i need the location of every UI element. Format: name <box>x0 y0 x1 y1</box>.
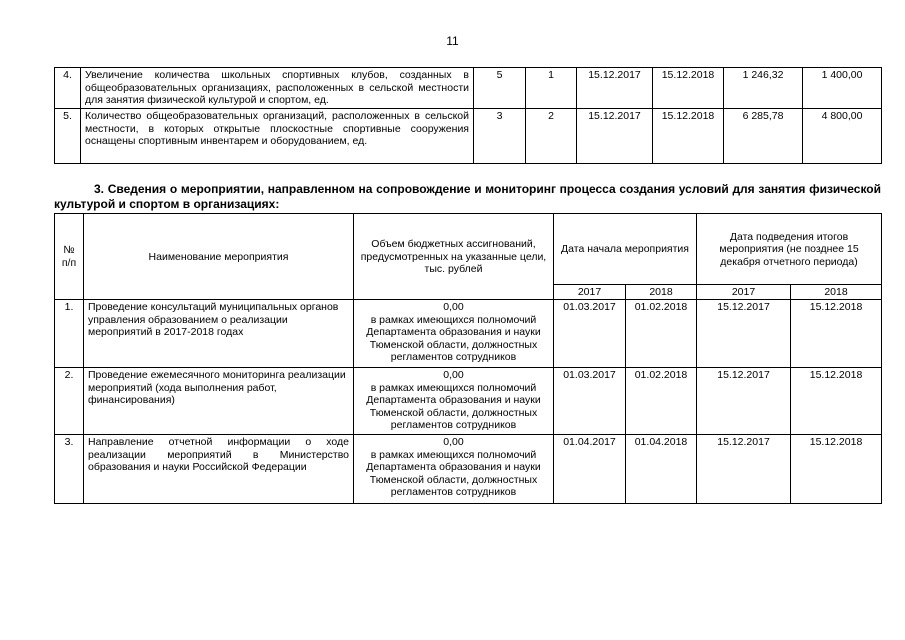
activities-table <box>54 213 882 504</box>
indicator-value: 5 <box>474 68 526 109</box>
row-number: 5. <box>55 109 81 164</box>
activity-name: Проведение ежемесячного мониторинга реализации мероприятий (хода выполнения работ, финансирования) <box>84 368 354 435</box>
amount-cell: 4 800,00 <box>803 109 882 164</box>
date-cell: 15.12.2017 <box>577 68 653 109</box>
indicator-name: Увеличение количества школьных спортивных клубов, созданных в общеобразовательных организациях, расположенных в сельской местности для занятия физической культурой и спортом, ед. <box>81 68 474 109</box>
header-year: 2017 <box>554 285 626 300</box>
date-cell: 15.12.2018 <box>791 368 882 435</box>
date-cell: 01.03.2017 <box>554 300 626 368</box>
budget-amount: 0,00 <box>443 369 464 381</box>
section-heading: 3. Сведения о мероприятии, направленном на сопровождение и мониторинг процесса создания условий для занятия физической культурой и спортом в организациях: <box>54 182 881 211</box>
date-cell: 15.12.2018 <box>653 68 724 109</box>
table-row <box>55 435 882 504</box>
indicator-value: 3 <box>474 109 526 164</box>
row-number: 1. <box>55 300 84 368</box>
date-cell: 15.12.2017 <box>697 368 791 435</box>
budget-note: в рамках имеющихся полномочий Департамента образования и науки Тюменской области, должностных регламентов сотрудников <box>366 448 541 499</box>
date-cell: 15.12.2018 <box>791 435 882 504</box>
header-year: 2018 <box>791 285 882 300</box>
date-cell: 01.03.2017 <box>554 368 626 435</box>
table-row <box>55 68 882 109</box>
date-cell: 01.04.2018 <box>626 435 697 504</box>
budget-amount: 0,00 <box>443 301 464 313</box>
date-cell: 15.12.2017 <box>697 300 791 368</box>
date-cell: 15.12.2017 <box>577 109 653 164</box>
table-row <box>55 368 882 435</box>
indicator-name: Количество общеобразовательных организаций, расположенных в сельской местности, в которых открытые плоскостные спортивные сооружения оснащены спортивным инвентарем и оборудованием, ед. <box>81 109 474 164</box>
date-cell: 15.12.2018 <box>791 300 882 368</box>
header-results-date: Дата подведения итогов мероприятия (не позднее 15 декабря отчетного периода) <box>697 214 882 285</box>
amount-cell: 1 246,32 <box>724 68 803 109</box>
date-cell: 15.12.2017 <box>697 435 791 504</box>
budget-note: в рамках имеющихся полномочий Департамента образования и науки Тюменской области, должностных регламентов сотрудников <box>366 381 541 432</box>
table-row <box>55 109 882 164</box>
table-row <box>55 300 882 368</box>
date-cell: 01.04.2017 <box>554 435 626 504</box>
date-cell: 15.12.2018 <box>653 109 724 164</box>
budget-cell <box>354 300 554 368</box>
indicator-value: 1 <box>526 68 577 109</box>
row-number: 4. <box>55 68 81 109</box>
row-number: 3. <box>55 435 84 504</box>
budget-note: в рамках имеющихся полномочий Департамента образования и науки Тюменской области, должностных регламентов сотрудников <box>366 313 541 364</box>
indicators-table <box>54 67 882 164</box>
table-header-row <box>55 214 882 285</box>
indicator-value: 2 <box>526 109 577 164</box>
date-cell: 01.02.2018 <box>626 368 697 435</box>
date-cell: 01.02.2018 <box>626 300 697 368</box>
amount-cell: 6 285,78 <box>724 109 803 164</box>
header-number: № п/п <box>55 214 84 300</box>
header-start-date: Дата начала мероприятия <box>554 214 697 285</box>
row-number: 2. <box>55 368 84 435</box>
activity-name: Проведение консультаций муниципальных органов управления образованием о реализации мероприятий в 2017-2018 годах <box>84 300 354 368</box>
header-year: 2018 <box>626 285 697 300</box>
header-year: 2017 <box>697 285 791 300</box>
header-name: Наименование мероприятия <box>84 214 354 300</box>
budget-cell <box>354 368 554 435</box>
page-number: 11 <box>446 34 459 48</box>
budget-amount: 0,00 <box>443 436 464 448</box>
activity-name: Направление отчетной информации о ходе реализации мероприятий в Министерство образования и науки Российской Федерации <box>84 435 354 504</box>
amount-cell: 1 400,00 <box>803 68 882 109</box>
budget-cell <box>354 435 554 504</box>
header-budget: Объем бюджетных ассигнований, предусмотренных на указанные цели, тыс. рублей <box>354 214 554 300</box>
